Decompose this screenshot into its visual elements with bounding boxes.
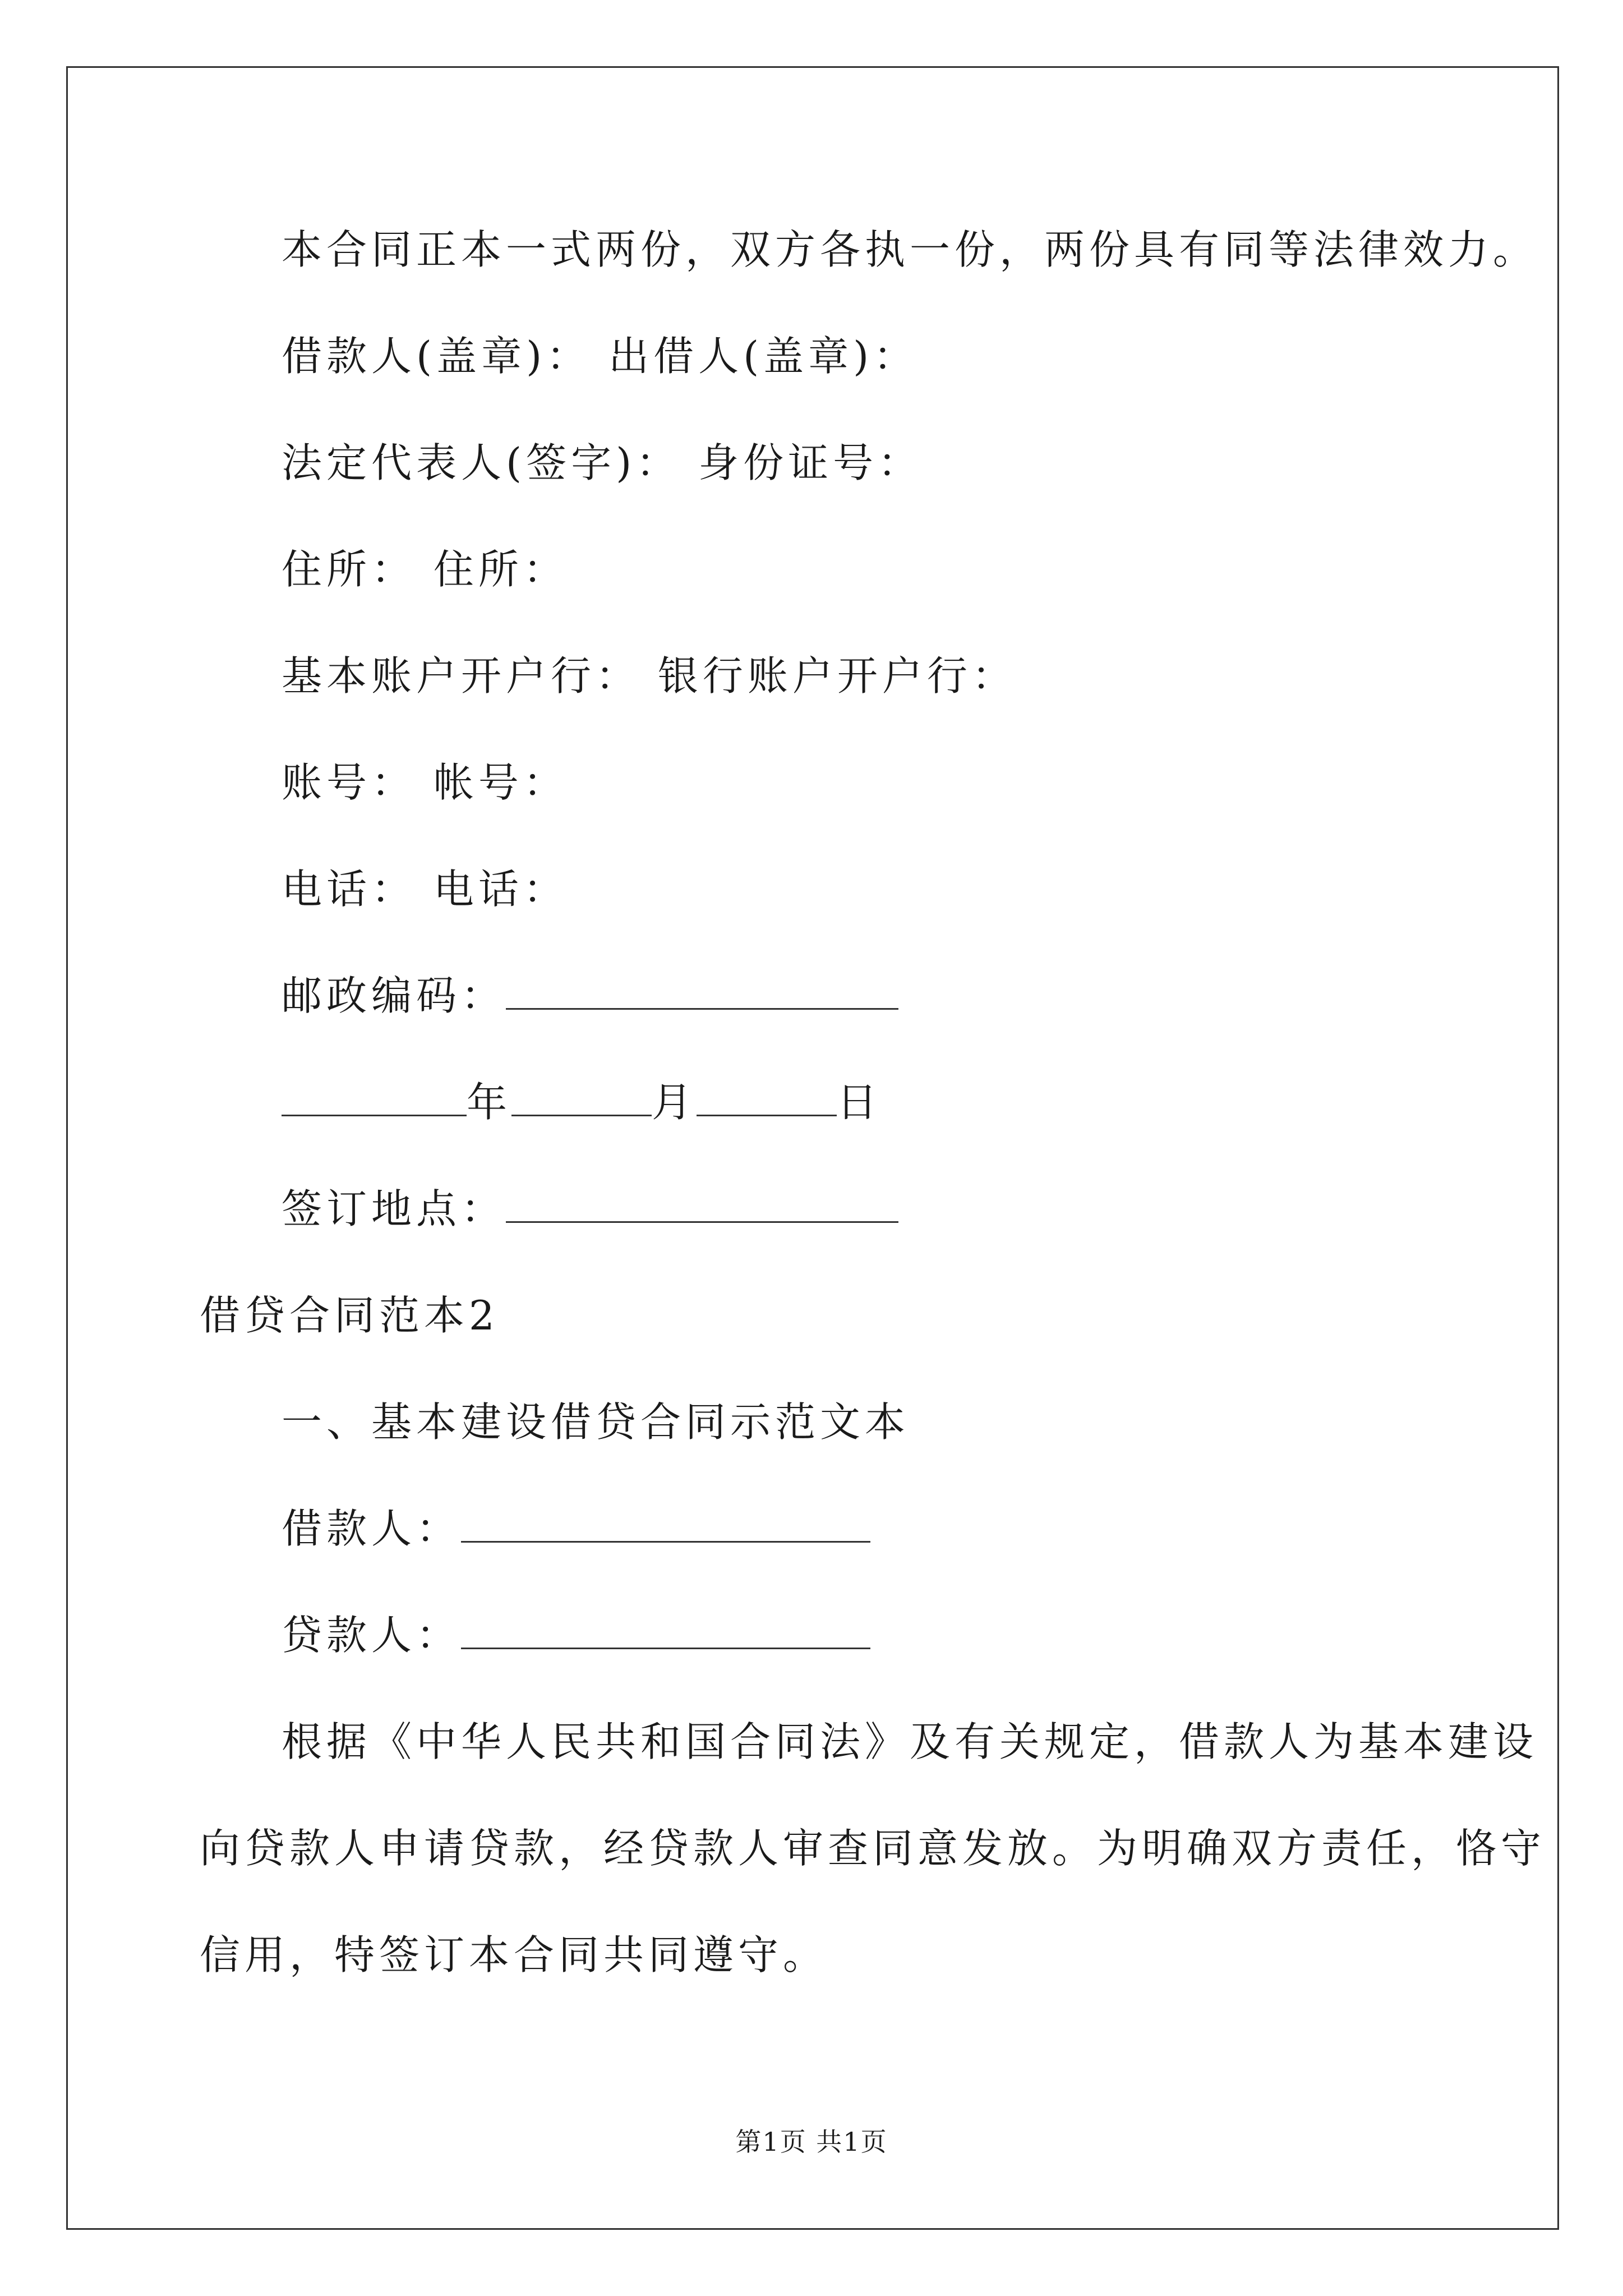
day-label: 日 (837, 1079, 882, 1126)
text-line-copies: 本合同正本一式两份，双方各执一份，两份具有同等法律效力。 (282, 226, 1538, 273)
date-line (282, 1077, 882, 1128)
text-line-representative: 法定代表人(签字)： 身份证号： (282, 439, 923, 486)
year-blank (282, 1079, 467, 1116)
month-blank (511, 1079, 652, 1116)
month-label: 月 (652, 1079, 697, 1126)
postal-code-label: 邮政编码： (282, 972, 506, 1019)
sign-place-line (282, 1184, 898, 1234)
section-title: 借贷合同范本2 (200, 1292, 499, 1339)
year-label: 年 (467, 1079, 512, 1126)
text-line-bank: 基本账户开户行： 银行账户开户行： (282, 652, 1017, 700)
borrower-label: 借款人： (282, 1505, 462, 1552)
lender-line (282, 1610, 870, 1660)
page-footer: 第1页 共1页 (735, 2127, 888, 2157)
paragraph-line-1: 根据《中华人民共和国合同法》及有关规定，借款人为基本建设 (282, 1718, 1538, 1765)
borrower-blank (461, 1505, 870, 1543)
paragraph-line-3: 信用，特签订本合同共同遵守。 (200, 1931, 828, 1978)
postal-code-blank (506, 972, 898, 1010)
text-line-seals: 借款人(盖章)： 出借人(盖章)： (282, 333, 919, 380)
page-border (66, 66, 1559, 2230)
day-blank (697, 1079, 837, 1116)
lender-blank (461, 1612, 870, 1649)
lender-label: 贷款人： (282, 1612, 462, 1659)
subsection-title: 一、基本建设借贷合同示范文本 (282, 1398, 910, 1446)
postal-code-line (282, 970, 898, 1021)
sign-place-label: 签订地点： (282, 1185, 506, 1232)
text-line-phone: 电话： 电话： (282, 866, 568, 913)
text-line-account: 账号： 帐号： (282, 759, 568, 806)
borrower-line (282, 1503, 870, 1554)
paragraph-line-2: 向贷款人申请贷款，经贷款人审查同意发放。为明确双方责任，恪守 (200, 1825, 1546, 1872)
sign-place-blank (506, 1185, 898, 1223)
text-line-address: 住所： 住所： (282, 546, 568, 593)
